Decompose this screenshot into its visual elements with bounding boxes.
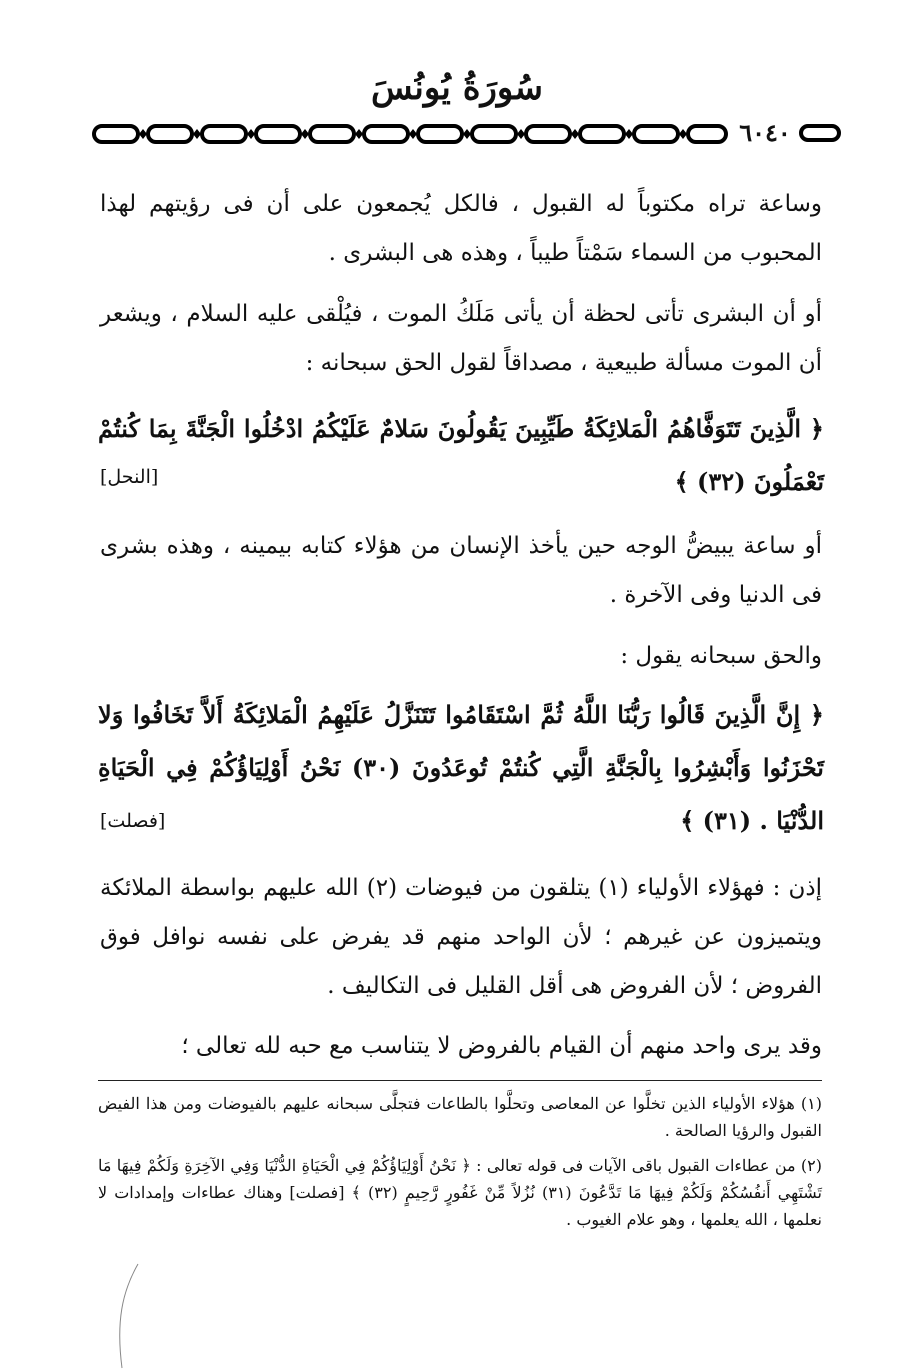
page-number-ornament: [798, 124, 842, 142]
paragraph-6: وقد يرى واحد منهم أن القيام بالفروض لا يتناسب مع حبه لله تعالى ؛: [181, 1033, 822, 1059]
footnote-1: (١) هؤلاء الأولياء الذين تخلَّوا عن المعاصى وتحلَّوا بالطاعات فتجلَّى سبحانه عليهم بالفيوضات ومن هذا الفيض القبول والرؤيا الصالحة .: [98, 1094, 822, 1140]
footnote-divider: [98, 1080, 822, 1081]
verse-an-nahl: ﴿ الَّذِينَ تَتَوَفَّاهُمُ الْمَلائِكَةُ طَيِّبِينَ يَقُولُونَ سَلامٌ عَلَيْكُمُ ادْخُلُوا الْجَنَّةَ بِمَا كُنتُمْ تَعْمَلُونَ (٣٢) ﴾: [98, 414, 824, 496]
margin-scratch-mark: [108, 1262, 148, 1370]
verse-fussilat: ﴿ إِنَّ الَّذِينَ قَالُوا رَبُّنَا اللَّهُ ثُمَّ اسْتَقَامُوا تَتَنَزَّلُ عَلَيْهِمُ الْمَلائِكَةُ أَلاَّ تَخَافُوا وَلا تَحْزَنُوا وَأَبْشِرُوا بِالْجَنَّةِ الَّتِي كُنتُمْ تُوعَدُونَ (٣٠) نَحْنُ أَوْلِيَاؤُكُمْ فِي الْحَيَاةِ الدُّنْيَا . (٣١) ﴾: [98, 700, 824, 835]
paragraph-4: والحق سبحانه يقول :: [620, 643, 822, 669]
paragraph-2: أو أن البشرى تأتى لحظة أن يأتى مَلَكُ الموت ، فيُلْقى عليه السلام ، ويشعر أن الموت مسألة طبيعية ، مصداقاً لقول الحق سبحانه :: [100, 301, 822, 376]
paragraph-3: أو ساعة يبيضُّ الوجه حين يأخذ الإنسان من هؤلاء كتابه بيمينه ، وهذه بشرى فى الدنيا وفى الآخرة .: [100, 533, 822, 608]
footnote-2: (٢) من عطاءات القبول باقى الآيات فى قوله تعالى : ﴿ نَحْنُ أَوْلِيَاؤُكُمْ فِي الْحَيَاةِ الدُّنْيَا وَفِي الآخِرَةِ وَلَكُمْ فِيهَا مَا تَشْتَهِي أَنفُسُكُمْ وَلَكُمْ فِيهَا مَا تَدَّعُونَ (٣١) نُزُلاً مِّنْ غَفُورٍ رَّحِيمٍ (٣٢) ﴾ [فصلت] وهناك عطاءات وإمدادات لا نعلمها ، الله يعلمها ، وهو علام الغيوب .: [98, 1156, 823, 1229]
verse-reference-an-nahl: [النحل]: [100, 466, 159, 488]
page-number: ٦٠٤٠: [739, 118, 791, 147]
verse-reference-fussilat: [فصلت]: [100, 810, 166, 832]
surah-title: سُورَةُ يُونُسَ: [371, 68, 543, 108]
paragraph-5: إذن : فهؤلاء الأولياء (١) يتلقون من فيوضات (٢) الله عليهم بواسطة الملائكة ويتميزون عن غيرهم ؛ لأن الواحد منهم قد يفرض على نفسه نوافل فوق الفروض ؛ لأن الفروض هى أقل القليل فى التكاليف .: [100, 875, 822, 999]
header-chain-ornament: [90, 120, 730, 148]
paragraph-1: وساعة تراه مكتوباً له القبول ، فالكل يُجمعون على أن فى رؤيتهم لهذا المحبوب من السماء سَمْتاً طيباً ، وهذه هى البشرى .: [100, 191, 822, 266]
